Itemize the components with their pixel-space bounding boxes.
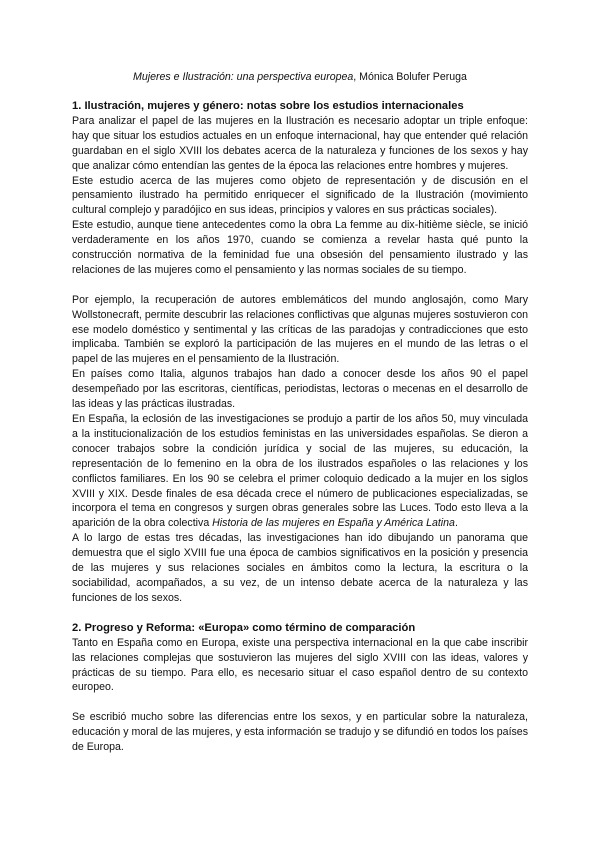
title-author: , Mónica Bolufer Peruga <box>353 71 467 83</box>
paragraph <box>72 412 528 531</box>
paragraph: A lo largo de estas tres décadas, las investigaciones han ido dibujando un panorama que demuestra que el siglo XVIII fue una época de cambios significativos en la posición y presencia de las mujeres y sus relaciones sociales en ámbitos como la lectura, la escritura o la sociabilidad, acompañados, a su vez, de un intenso debate acerca de la naturaleza y las funciones de los sexos. <box>72 532 528 604</box>
paragraph: Se escribió mucho sobre las diferencias entre los sexos, y en particular sobre la naturaleza, educación y moral de las mujeres, y esta información se tradujo y se difundió en todos los países de Europa. <box>72 711 528 754</box>
paragraph: Tanto en España como en Europa, existe una perspectiva internacional en la que cabe inscribir las relaciones complejas que sostuvieron las mujeres del siglo XVIII con las ideas, valores y prácticas de su tiempo. Para ello, es necesario situar el caso español dentro de su contexto europeo. <box>72 636 528 694</box>
spacer <box>72 606 528 621</box>
spacer <box>72 278 528 293</box>
paragraph: En países como Italia, algunos trabajos han dado a conocer desde los años 90 el papel desempeñado por las escritoras, científicas, periodistas, lectoras o mecenas en el desarrollo de las ideas y las prácticas ilustradas. <box>72 368 528 411</box>
book-title: Historia de las mujeres en España y América Latina <box>212 517 455 530</box>
paragraph: Este estudio, aunque tiene antecedentes como la obra La femme au dix-hitième siècle, se inició verdaderamente en los años 1970, cuando se comienza a revelar hasta qué punto la construcción normativa de la feminidad fue una obsesión del pensamiento ilustrado y las relaciones de las mujeres como el pensamiento y las normas sociales de su tiempo. <box>72 219 528 276</box>
document-title <box>72 70 528 85</box>
document-page <box>72 70 528 755</box>
paragraph: Este estudio acerca de las mujeres como objeto de representación y de discusión en el pensamiento ilustrado ha permitido enriquecer el significado de la Ilustración (movimiento cultural complejo y paradójico en sus ideas, principios y valores en sus prácticas sociales). <box>72 174 528 217</box>
paragraph: Para analizar el papel de las mujeres en la Ilustración es necesario adoptar un triple enfoque: hay que situar los estudios actuales en un enfoque internacional, hay que entender qué relación guardaban en el siglo XVIII los debates acerca de la naturaleza y funciones de los sexos y hay que analizar cómo entendían las gentes de la época las relaciones entre hombres y mujeres. <box>72 114 528 172</box>
p6-end: . <box>454 517 458 530</box>
title-italic: Mujeres e Ilustración: una perspectiva europea <box>133 71 354 83</box>
section-2-heading: 2. Progreso y Reforma: «Europa» como término de comparación <box>72 621 416 634</box>
paragraph: Por ejemplo, la recuperación de autores emblemáticos del mundo anglosajón, como Mary Wollstonecraft, permite descubrir las relaciones conflictivas que algunas mujeres sostuvieron con ese modelo doméstico y sentimental y las críticas de las paradojas y contradicciones que esto implicaba. También se exploró la participación de las mujeres en el mundo de las letras o el papel de las mujeres en el pensamiento de la Ilustración. <box>72 293 528 366</box>
section-1-heading: 1. Ilustración, mujeres y género: notas sobre los estudios internacionales <box>72 99 464 112</box>
p6-text: En España, la eclosión de las investigaciones se produjo a partir de los años 50, muy vinculada a la institucionalización de los estudios feministas en las universidades españolas. Se dieron a conocer trabajos sobre la condición jurídica y social de las mujeres, su educación, la representación de lo femenino en la obra de los ilustrados españoles o las relaciones y los conflictos familiares. En los 90 se celebra el primer coloquio dedicado a la mujer en los siglos XVIII y XIX. Desde finales de esa década crece el número de publicaciones especializadas, se incorpora el tema en congresos y surgen obras generales sobre las Luces. Todo esto lleva a la aparición de la obra colectiva <box>72 413 528 530</box>
spacer <box>72 695 528 710</box>
